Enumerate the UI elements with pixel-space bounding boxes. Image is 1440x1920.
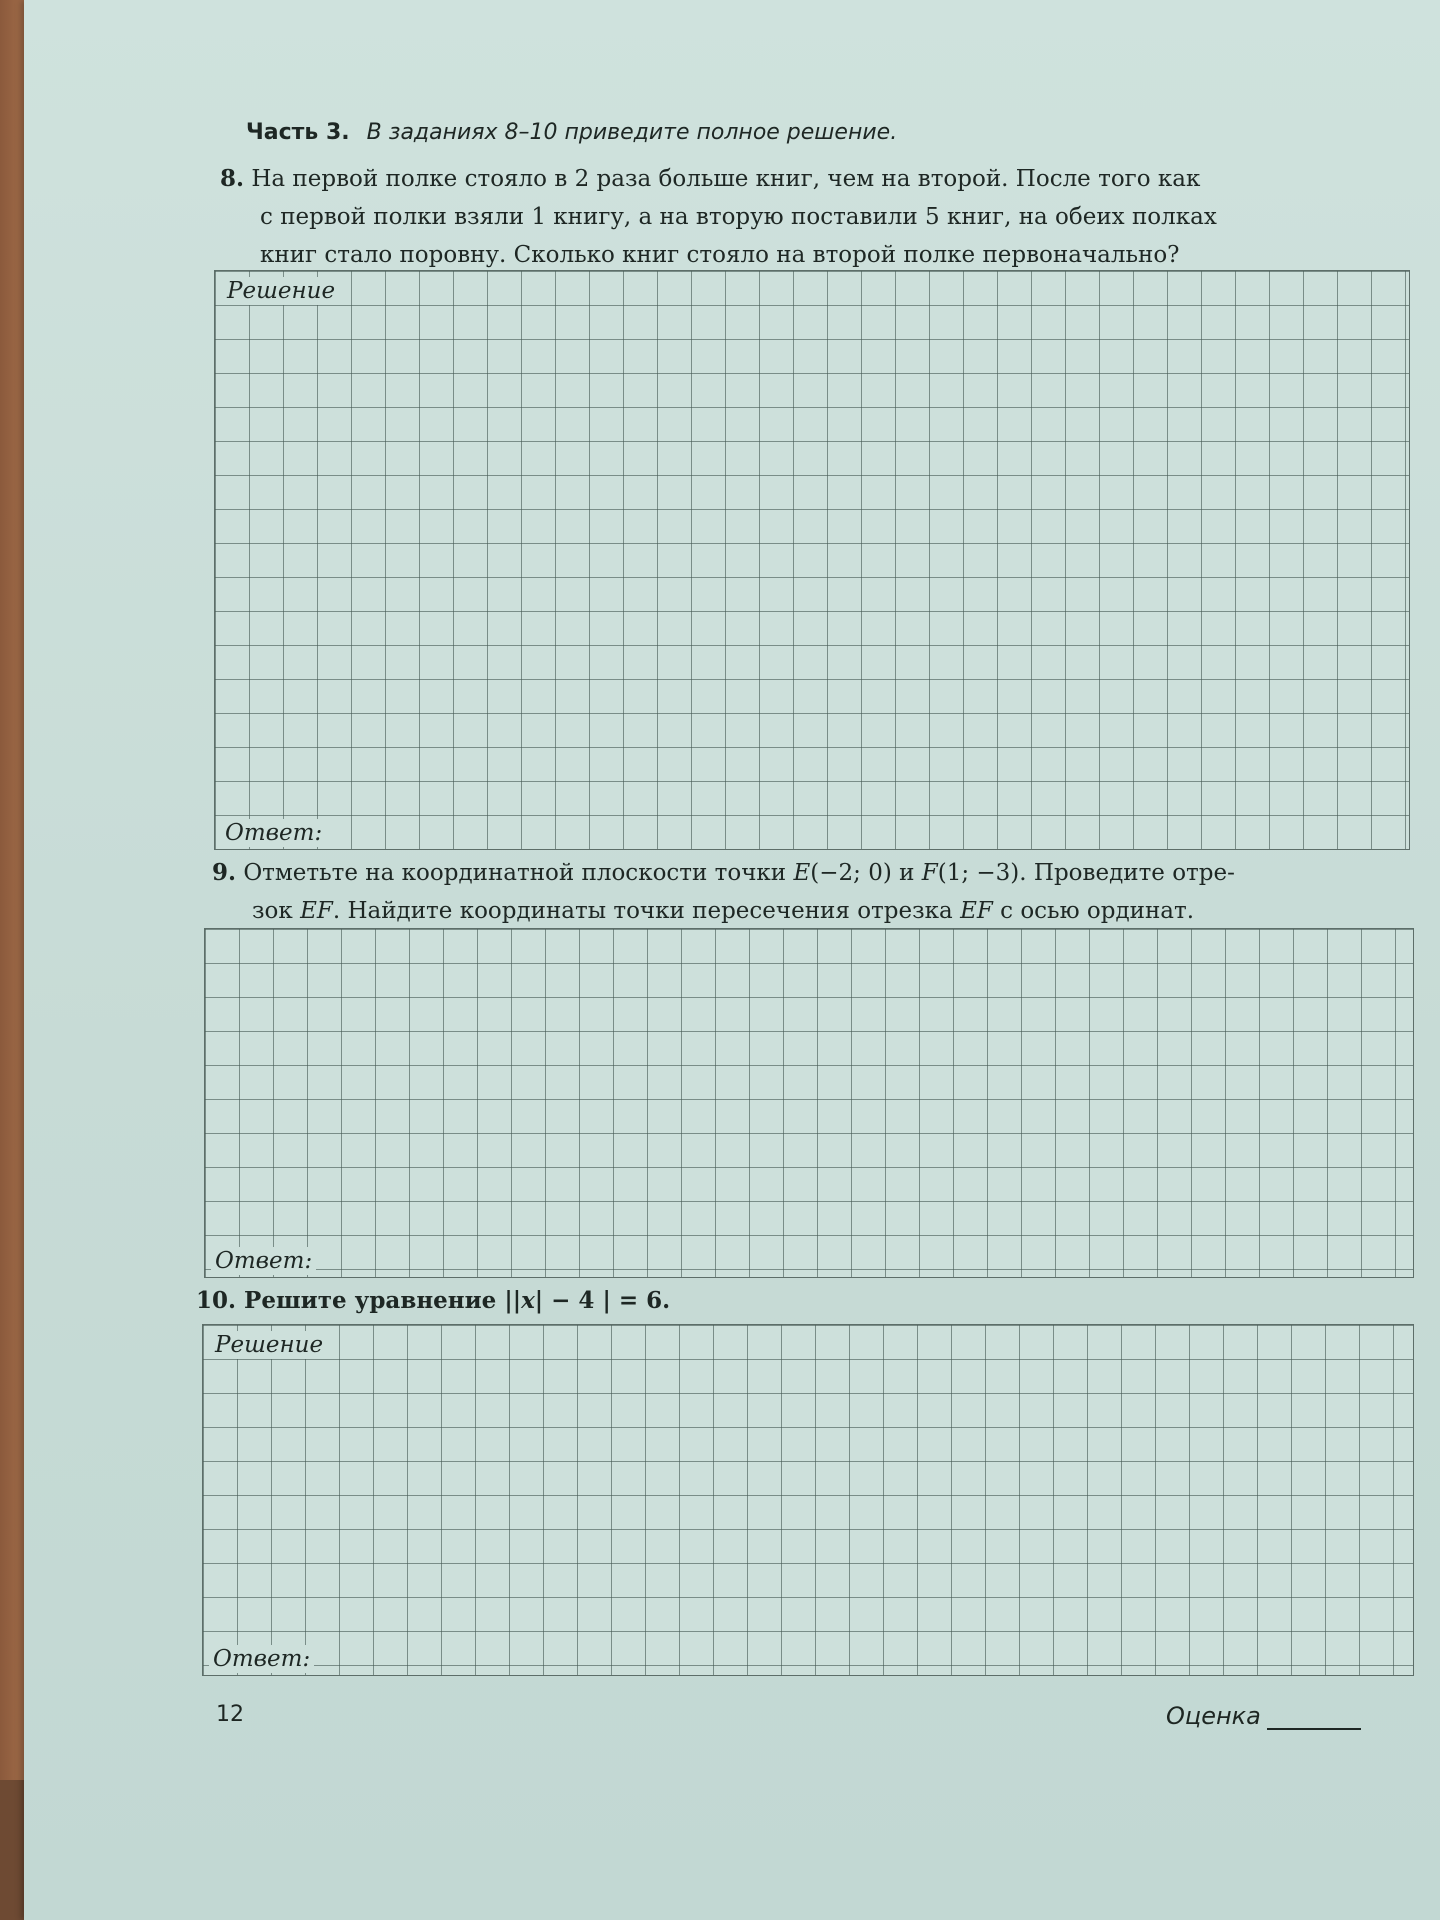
task-8-line-1: На первой полке стояло в 2 раза больше книг, чем на второй. После того как [251,166,1201,192]
equation-end: | − 4 | = 6. [534,1287,671,1314]
part-label: Часть 3. [246,120,350,145]
task-9-line-2-middle: . Найдите координаты точки пересечения отрезка [332,898,961,924]
task-10-solution-label: Решение [211,1331,327,1359]
task-9-line-1-start: Отметьте на координатной плоскости точки [243,860,794,886]
grade-field [1166,1702,1361,1730]
point-f-coords: (1; −3) [937,860,1020,886]
task-9-number: 9. [212,859,237,886]
segment-ef-2: EF [960,898,993,924]
task-9-line-2-end: с осью ординат. [992,898,1195,924]
grade-label: Оценка [1166,1702,1261,1730]
equation-variable: x [521,1287,535,1314]
equation-start: || [504,1287,522,1314]
task-8-line-2: с первой полки взяли 1 книгу, а на вторую поставили 5 книг, на обеих полках [260,204,1217,230]
task-10-number: 10. [196,1287,237,1314]
task-8-number: 8. [220,165,245,192]
task-10-prompt: Решите уравнение [244,1287,497,1314]
task-8-text [220,160,1217,274]
task-10-text [196,1282,670,1320]
task-9-coordinate-grid[interactable] [204,928,1414,1278]
task-9-and: и [891,860,922,886]
worksheet-page [24,0,1440,1920]
task-10-answer-label: Ответ: [209,1645,314,1673]
task-8-solution-label: Решение [223,277,339,305]
task-9-line-2-start: зок [252,898,301,924]
part-header [246,120,897,145]
point-f-name: F [921,860,938,886]
task-8-solution-grid[interactable] [214,270,1410,850]
task-10-solution-grid[interactable] [202,1324,1414,1676]
page-number: 12 [216,1702,244,1727]
task-8-answer-label: Ответ: [221,819,326,847]
segment-ef-1: EF [300,898,333,924]
point-e-name: E [793,860,811,886]
grade-blank-line[interactable] [1267,1706,1361,1730]
task-8-line-3: книг стало поровну. Сколько книг стояло на второй полке первоначально? [260,242,1180,268]
task-9-answer-label: Ответ: [211,1247,316,1275]
part-instruction: В заданиях 8–10 приведите полное решение. [366,120,898,145]
task-9-text [212,854,1235,930]
task-9-line-1-end: . Проведите отре- [1019,860,1235,886]
point-e-coords: (−2; 0) [810,860,892,886]
